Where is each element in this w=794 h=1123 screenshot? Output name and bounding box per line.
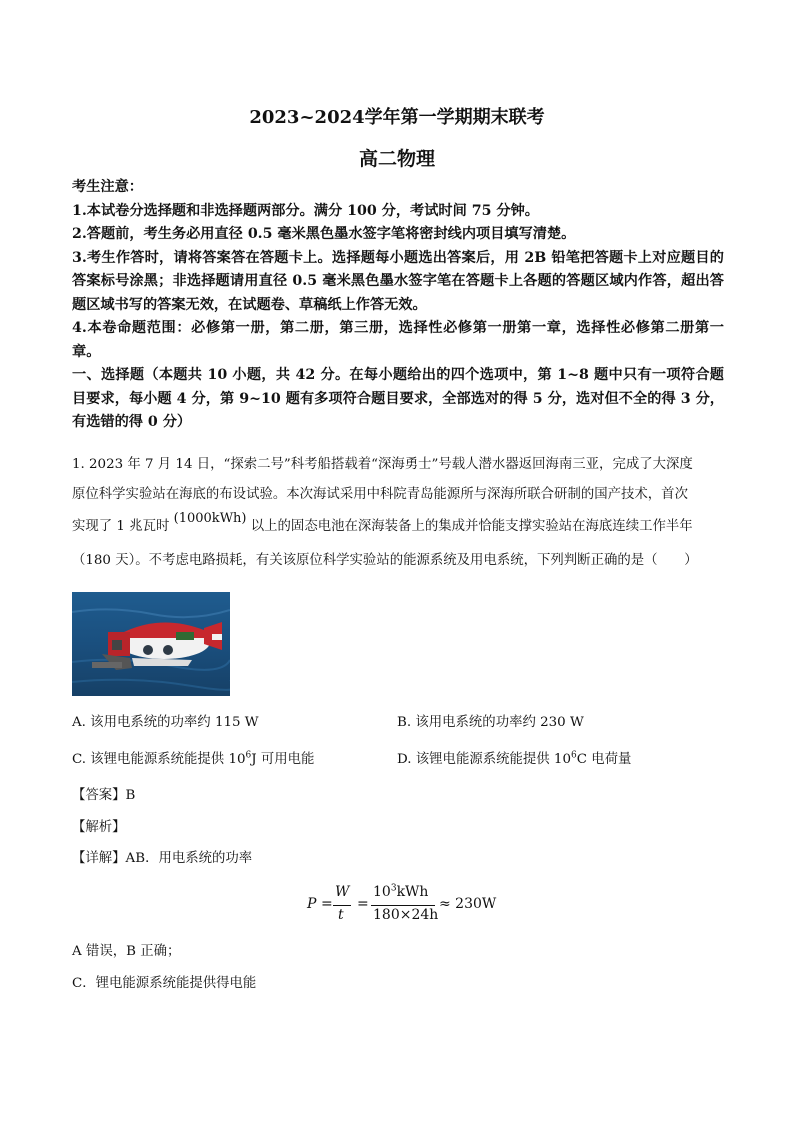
formula-result: ≈ 230W [439,896,497,912]
formula-exponent: 3 [390,883,397,894]
q1-line-3-a: 实现了 1 兆瓦时 [72,519,170,534]
analysis-label: 【解析】 [72,820,126,835]
fraction-bar-2 [371,905,435,906]
notice-item-3: 3.考生作答时，请将答案答在答题卡上。选择题每小题选出答案后，用 2B 铅笔把答题卡上对应题目的答案标号涂黑；非选择题请用直径 0.5 毫米黑色墨水签字笔在答题卡上各题的答题区域内作答，超出答题区域书写的答案无效，在试题卷、草稿纸上作答无效。 [72,249,724,313]
submersible-photo [72,592,230,696]
section-heading: 一、选择题（本题共 10 小题，共 42 分。在每小题给出的四个选项中，第 1~8 题中只有一项符合题目要求，每小题 4 分，第 9~10 题有多项符合题目要求，全部选对的得 5 分，选对但不全的得 3 分，有选错的得 0 分） [72,367,724,430]
conclusion-line: A 错误，B 正确； [72,944,181,959]
option-d-unit: C 电荷量 [576,752,632,767]
formula-equals-1: = [321,896,333,912]
q1-line-1: 1. 2023 年 7 月 14 日，“探索二号”科考船搭载着“深海勇士”号载人潜水器返回海南三亚，完成了大深度 [72,457,693,472]
notice-heading: 考生注意： [72,179,143,195]
formula-denominator-t: t [338,907,344,923]
formula-denominator-time: 180×24h [373,907,439,923]
formula-unit: kWh [396,884,429,900]
detail-line: 【详解】AB．用电系统的功率 [72,851,253,866]
option-c-text: C. 该锂电能源系统能提供 10 [72,752,246,767]
option-c-unit: J 可用电能 [251,752,315,767]
q1-line-2: 原位科学实验站在海底的布设试验。本次海试采用中科院青岛能源所与深海所联合研制的国产技术，首次 [72,487,688,502]
formula-numerator-w: W [335,884,350,900]
subject-title: 高二物理 [358,148,435,170]
question-1-text [72,450,724,576]
fraction-bar-1 [333,905,351,906]
option-b: B. 该用电系统的功率约 230 W [397,715,584,730]
power-formula [305,884,505,928]
option-a: A. 该用电系统的功率约 115 W [72,715,259,730]
q1-line-3-b: 以上的固态电池在深海装备上的集成并恰能支撑实验站在海底连续工作半年 [250,519,693,534]
exam-title: 2023~2024学年第一学期期末联考 [249,107,545,128]
option-d-text: D. 该锂电能源系统能提供 10 [397,752,571,767]
q1-line-4: （180 天）。不考虑电路损耗，有关该原位科学实验站的能源系统及用电系统，下列判断正确的是（ ） [72,553,698,568]
option-d-exponent: 6 [570,750,577,761]
formula-p: P [307,896,317,912]
formula-numerator-energy [373,884,428,900]
q1-line-3 [72,512,724,542]
formula-equals-2: = [357,896,369,912]
q1-energy-paren: (1000kWh) [173,511,247,526]
option-c [72,750,314,770]
next-line: C．锂电能源系统能提供得电能 [72,976,257,991]
option-c-exponent: 6 [245,750,252,761]
notice-item-1: 1.本试卷分选择题和非选择题两部分。满分 100 分，考试时间 75 分钟。 [72,202,539,219]
notice-block [72,176,724,435]
notice-item-2: 2.答题前，考生务必用直径 0.5 毫米黑色墨水签字笔将密封线内项目填写清楚。 [72,226,576,242]
answer-line: 【答案】B [72,788,136,803]
option-d [397,750,631,770]
formula-ten: 10 [373,884,391,900]
notice-item-4: 4.本卷命题范围：必修第一册，第二册，第三册，选择性必修第一册第一章，选择性必修第二册第一章。 [72,320,724,360]
